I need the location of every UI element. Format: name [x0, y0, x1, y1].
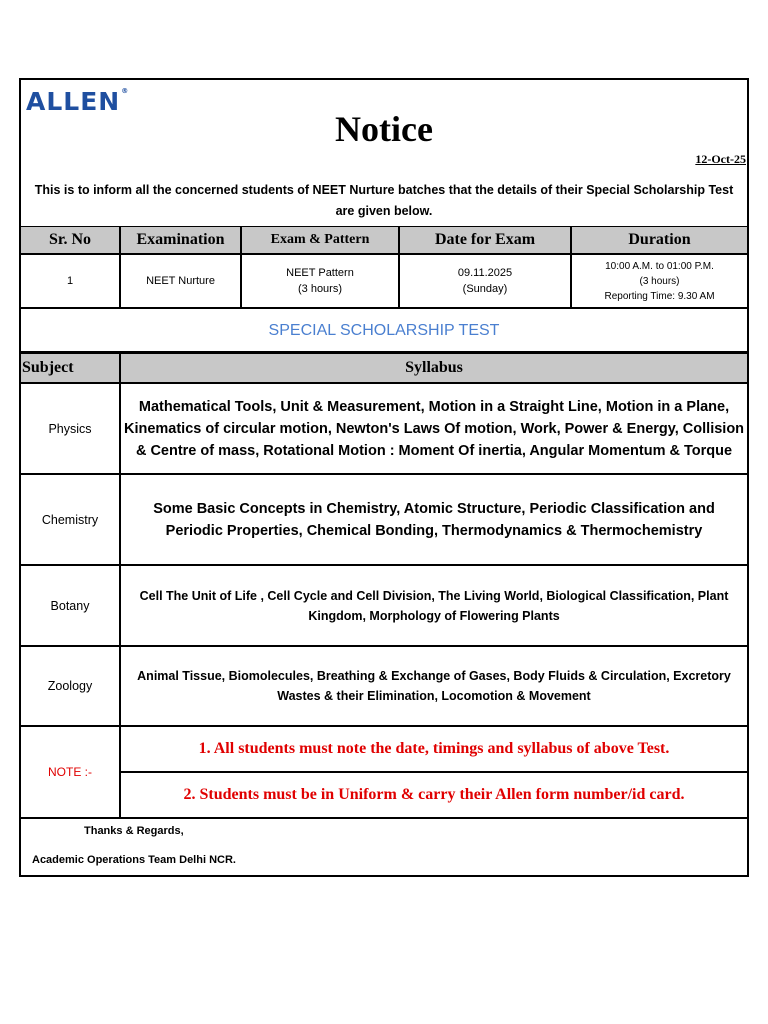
note-item-1: 1. All students must note the date, timings and syllabus of above Test.: [120, 726, 747, 772]
pattern-line-2: (3 hours): [297, 283, 343, 295]
exam-table-row: [21, 254, 747, 308]
pattern-line-1: NEET Pattern: [286, 267, 354, 279]
exam-details-table: [21, 226, 747, 309]
subject-physics: Physics: [21, 383, 120, 474]
cell-duration: [571, 254, 747, 308]
subject-zoology: Zoology: [21, 646, 120, 726]
topics-botany: Cell The Unit of Life , Cell Cycle and Cell Division, The Living World, Biological Classification, Plant Kingdom, Morphology of Flowering Plants: [120, 565, 747, 646]
note-label: NOTE :-: [21, 726, 120, 818]
syllabus-row-chemistry: [21, 474, 747, 565]
section-title: SPECIAL SCHOLARSHIP TEST: [21, 311, 747, 353]
date-line-2: (Sunday): [462, 283, 508, 295]
header-subject: Subject: [21, 353, 120, 383]
logo-text: ALLEN: [26, 87, 121, 116]
notice-sheet: [19, 78, 749, 877]
duration-line-1: 10:00 A.M. to 01:00 P.M.: [605, 260, 714, 272]
subject-chemistry: Chemistry: [21, 474, 120, 565]
logo-registered-mark: ®: [121, 87, 130, 95]
note-item-2: 2. Students must be in Uniform & carry their Allen form number/id card.: [120, 772, 747, 818]
syllabus-table: [21, 352, 747, 819]
note-row-1: [21, 726, 747, 772]
syllabus-row-physics: [21, 383, 747, 474]
cell-exam-pattern: [241, 254, 399, 308]
header-syllabus: Syllabus: [120, 353, 747, 383]
syllabus-row-botany: [21, 565, 747, 646]
page-title: Notice: [335, 109, 433, 149]
date-line-1: 09.11.2025: [457, 267, 513, 279]
header-duration: Duration: [571, 227, 747, 255]
header-sr-no: Sr. No: [21, 227, 120, 255]
topics-physics: Mathematical Tools, Unit & Measurement, Motion in a Straight Line, Motion in a Plane, Kinematics of circular motion, Newton's Laws Of motion, Work, Power & Energy, Collision & Centre of mass, Rotational Motion : Moment Of inertia, Angular Momentum & Torque: [120, 383, 747, 474]
cell-sr-no: 1: [21, 254, 120, 308]
topics-zoology: Animal Tissue, Biomolecules, Breathing & Exchange of Gases, Body Fluids & Circulation, Excretory Wastes & their Elimination, Locomotion & Movement: [120, 646, 747, 726]
subject-botany: Botany: [21, 565, 120, 646]
thanks-text: Thanks & Regards,: [84, 825, 184, 837]
header-exam-pattern: Exam & Pattern: [241, 227, 399, 255]
duration-line-2: (3 hours): [639, 275, 680, 287]
header-date-for-exam: Date for Exam: [399, 227, 571, 255]
cell-examination: NEET Nurture: [120, 254, 241, 308]
exam-table-header-row: [21, 227, 747, 255]
team-signature: Academic Operations Team Delhi NCR.: [32, 854, 236, 866]
note-row-2: [21, 772, 747, 818]
notice-date: 12-Oct-25: [695, 152, 746, 166]
header-examination: Examination: [120, 227, 241, 255]
syllabus-row-zoology: [21, 646, 747, 726]
intro-text: This is to inform all the concerned students of NEET Nurture batches that the details of their Special Scholarship Test are given below.: [34, 183, 734, 218]
duration-line-3: Reporting Time: 9.30 AM: [604, 290, 715, 302]
syllabus-header-row: [21, 353, 747, 383]
topics-chemistry: Some Basic Concepts in Chemistry, Atomic Structure, Periodic Classification and Periodic Properties, Chemical Bonding, Thermodynamics & Thermochemistry: [120, 474, 747, 565]
cell-date-for-exam: [399, 254, 571, 308]
